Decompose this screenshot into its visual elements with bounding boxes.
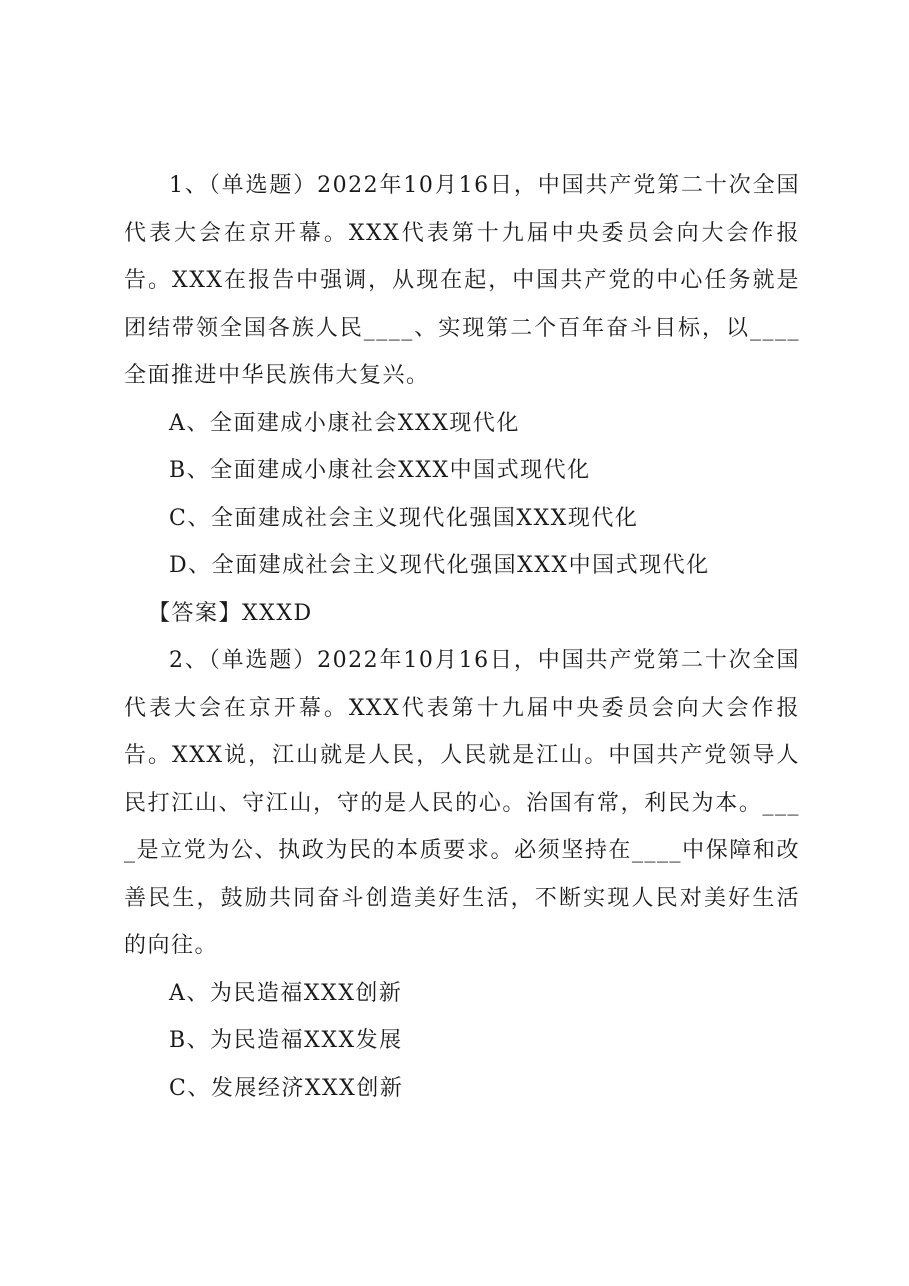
question-1-option-a: A、全面建成小康社会XXX现代化 (169, 410, 520, 436)
question-1-option-b: B、全面建成小康社会XXX中国式现代化 (169, 458, 591, 483)
question-2-option-b: B、为民造福XXX发展 (169, 1028, 403, 1053)
document-page (124, 162, 800, 1112)
question-1-stem: 1、（单选题）2022年10月16日，中国共产党第二十次全国代表大会在京开幕。XXX代表第十九届中央委员会向大会作报告。XXX在报告中强调，从现在起，中国共产党的中心任务就是团结带领全国各族人民____、实现第二个百年奋斗目标，以____全面推进中华民族伟大复兴。 (124, 173, 800, 388)
question-2-option-a: A、为民造福XXX创新 (169, 980, 403, 1006)
question-2-stem: 2、（单选题）2022年10月16日，中国共产党第二十次全国代表大会在京开幕。XXX代表第十九届中央委员会向大会作报告。XXX说，江山就是人民，人民就是江山。中国共产党领导人民打江山、守江山，守的是人民的心。治国有常，利民为本。____是立党为公、执政为民的本质要求。必须坚持在____中保障和改善民生，鼓励共同奋斗创造美好生活，不断实现人民对美好生活的向往。 (124, 648, 800, 958)
question-1-option-d: D、全面建成社会主义现代化强国XXX中国式现代化 (169, 553, 710, 578)
question-2-option-c: C、发展经济XXX创新 (169, 1075, 404, 1101)
question-1-answer: 【答案】XXXD (148, 600, 313, 626)
question-1-option-c: C、全面建成社会主义现代化强国XXX现代化 (169, 505, 639, 531)
